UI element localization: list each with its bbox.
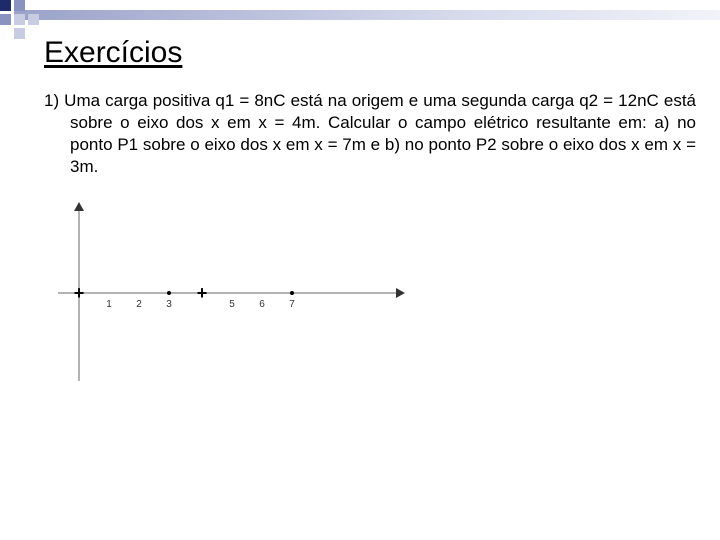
decoration-square (28, 14, 39, 25)
decoration-square (14, 14, 25, 25)
slide-title: Exercícios (44, 36, 183, 69)
y-axis-arrow-icon (74, 202, 84, 211)
x-tick-label: 5 (229, 299, 235, 310)
x-tick-label: 6 (259, 299, 265, 310)
slide-corner-decoration (0, 0, 720, 40)
x-tick-label: 7 (289, 299, 295, 310)
point-marker (167, 291, 171, 295)
axis-diagram (55, 195, 415, 390)
decoration-square (14, 0, 25, 11)
decoration-gradient-bar (14, 10, 720, 20)
exercise-text: 1) Uma carga positiva q1 = 8nC está na origem e uma segunda carga q2 = 12nC está sobre o eixo dos x em x = 4m. Calcular o campo elétrico resultante em: a) no ponto P1 sobre o eixo dos x em x = 7m e b) no ponto P2 sobre o eixo dos x em x = 3m. (44, 91, 696, 176)
point-marker (290, 291, 294, 295)
x-tick-label: 1 (106, 299, 112, 310)
decoration-square (0, 0, 11, 11)
x-tick-label: 2 (136, 299, 142, 310)
positive-charge-icon: + (73, 283, 85, 303)
x-axis-arrow-icon (396, 288, 405, 298)
decoration-square (14, 28, 25, 39)
positive-charge-icon: + (196, 283, 208, 303)
x-tick-label: 3 (166, 299, 172, 310)
decoration-square (0, 14, 11, 25)
